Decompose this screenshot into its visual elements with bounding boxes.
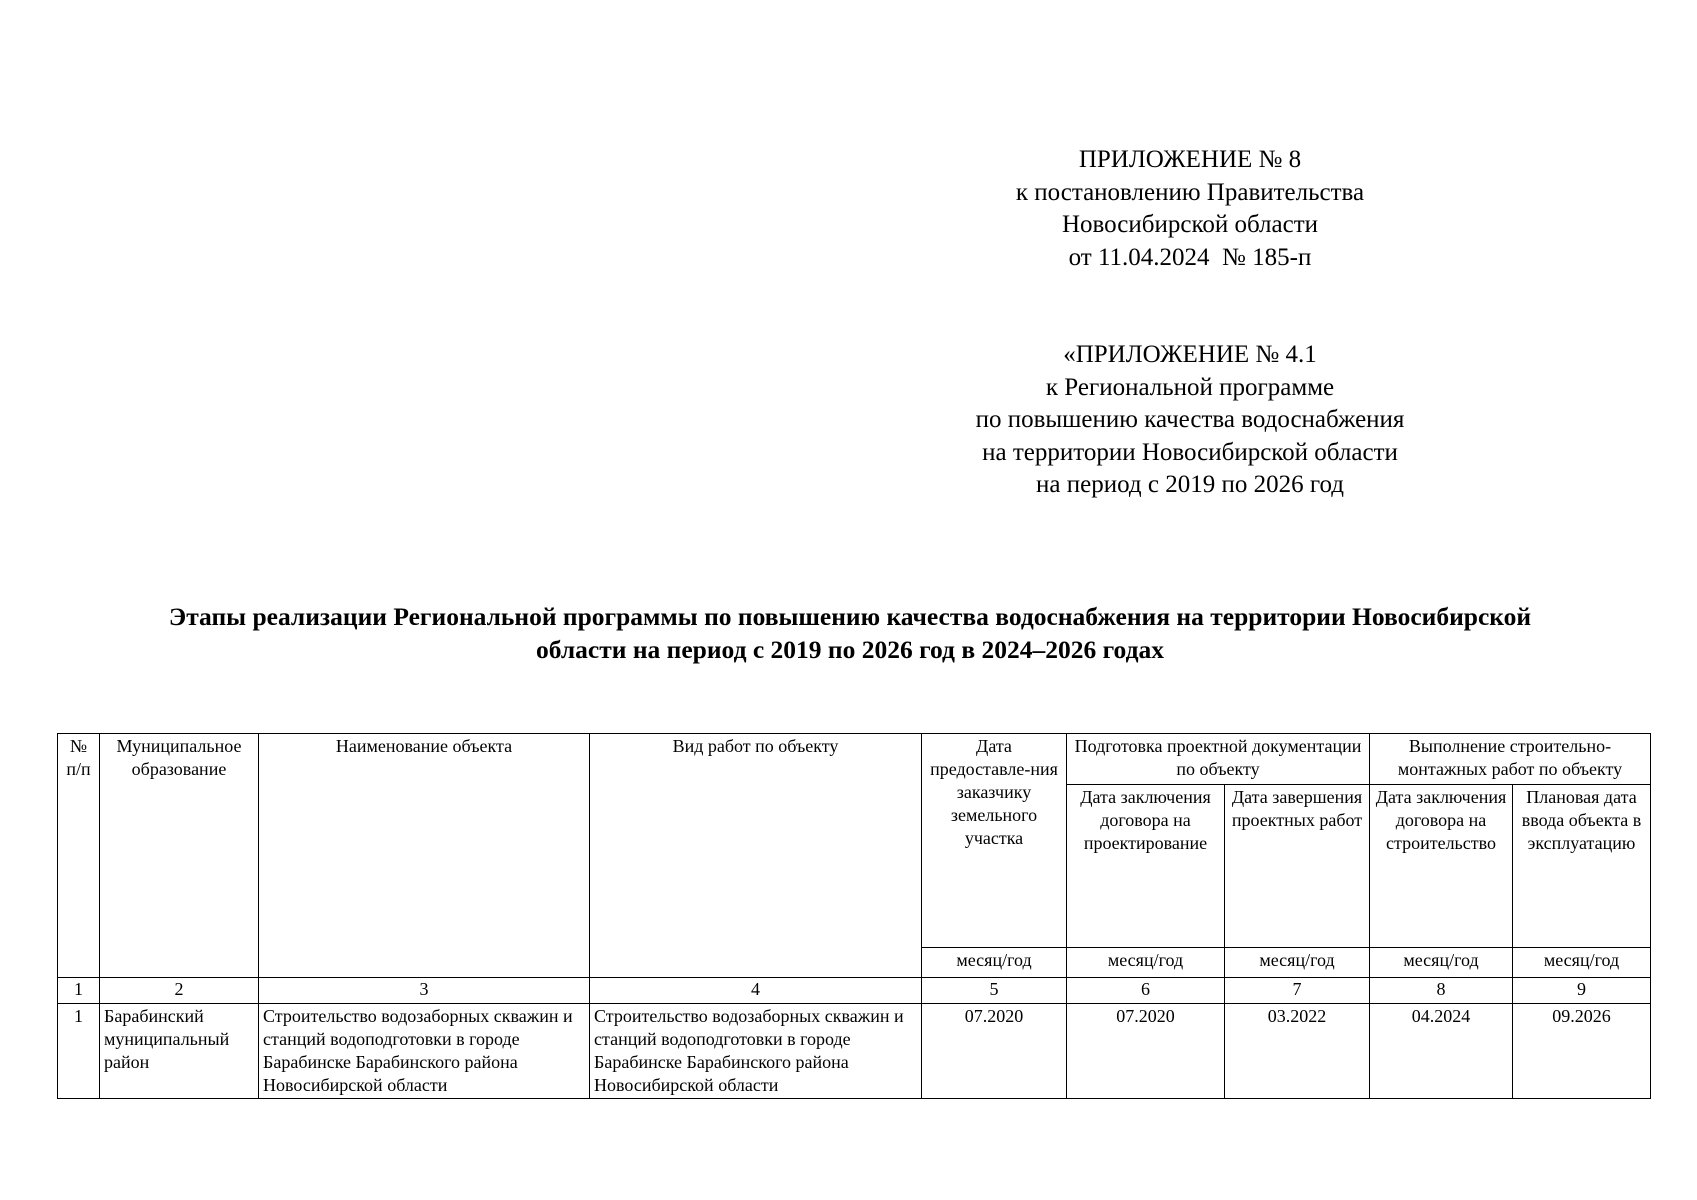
unit-label: месяц/год <box>1067 948 1225 978</box>
column-number: 4 <box>590 978 922 1004</box>
document-title <box>60 600 1640 666</box>
row-commissioning: 09.2026 <box>1513 1004 1651 1099</box>
column-number: 9 <box>1513 978 1651 1004</box>
column-numbers-row <box>58 978 1651 1004</box>
appendix-8-line-3: от 11.04.2024 № 185-п <box>1068 243 1312 271</box>
appendix-8-block <box>880 144 1500 274</box>
header-commissioning: Плановая дата ввода объекта в эксплуатацию <box>1513 785 1651 948</box>
column-number: 5 <box>922 978 1067 1004</box>
stages-table <box>57 733 1651 1099</box>
row-object-name: Строительство водозаборных скважин и станций водоподготовки в городе Барабинске Барабинского района Новосибирской области <box>259 1004 590 1099</box>
unit-label: месяц/год <box>1370 948 1513 978</box>
header-design-group: Подготовка проектной документации по объекту <box>1067 734 1370 785</box>
appendix-4-1-line-4: на период с 2019 по 2026 год <box>1036 471 1344 498</box>
appendix-4-1-block <box>880 339 1500 502</box>
header-num: № п/п <box>58 734 100 978</box>
header-design-contract: Дата заключения договора на проектирование <box>1067 785 1225 948</box>
row-construction-contract: 04.2024 <box>1370 1004 1513 1099</box>
header-construction-contract: Дата заключения договора на строительство <box>1370 785 1513 948</box>
unit-label: месяц/год <box>1513 948 1651 978</box>
appendix-8-line-1: к постановлению Правительства <box>1015 178 1365 206</box>
appendix-4-1-title: «ПРИЛОЖЕНИЕ № 4.1 <box>1063 341 1317 368</box>
appendix-8-title: ПРИЛОЖЕНИЕ № 8 <box>1078 146 1302 173</box>
table-row <box>58 1004 1651 1099</box>
appendix-8-line-2: Новосибирской области <box>1061 211 1319 238</box>
row-num: 1 <box>58 1004 100 1099</box>
header-design-completion: Дата завершения проектных работ <box>1225 785 1370 948</box>
row-work-type: Строительство водозаборных скважин и станций водоподготовки в городе Барабинске Барабинского района Новосибирской области <box>590 1004 922 1099</box>
header-work-type: Вид работ по объекту <box>590 734 922 978</box>
column-number: 6 <box>1067 978 1225 1004</box>
column-number: 7 <box>1225 978 1370 1004</box>
header-construction-group: Выполнение строительно-монтажных работ по объекту <box>1370 734 1651 785</box>
column-number: 3 <box>259 978 590 1004</box>
row-land-date: 07.2020 <box>922 1004 1067 1099</box>
header-municipality: Муниципальное образование <box>100 734 259 978</box>
header-land-date: Дата предоставле-ния заказчику земельного участка <box>922 734 1067 948</box>
appendix-4-1-line-2: по повышению качества водоснабжения <box>975 406 1405 433</box>
document-title-line-1: Этапы реализации Региональной программы по повышению качества водоснабжения на территории Новосибирской <box>168 602 1532 631</box>
column-number: 8 <box>1370 978 1513 1004</box>
column-number: 1 <box>58 978 100 1004</box>
row-municipality: Барабинский муниципальный район <box>100 1004 259 1099</box>
row-design-completion: 03.2022 <box>1225 1004 1370 1099</box>
column-number: 2 <box>100 978 259 1004</box>
appendix-4-1-line-1: к Региональной программе <box>1045 373 1335 401</box>
appendix-4-1-line-3: на территории Новосибирской области <box>982 438 1398 466</box>
unit-label: месяц/год <box>1225 948 1370 978</box>
row-design-contract: 07.2020 <box>1067 1004 1225 1099</box>
document-title-line-2: области на период с 2019 по 2026 год в 2024–2026 годах <box>536 635 1164 664</box>
unit-label: месяц/год <box>922 948 1067 978</box>
header-object-name: Наименование объекта <box>259 734 590 978</box>
